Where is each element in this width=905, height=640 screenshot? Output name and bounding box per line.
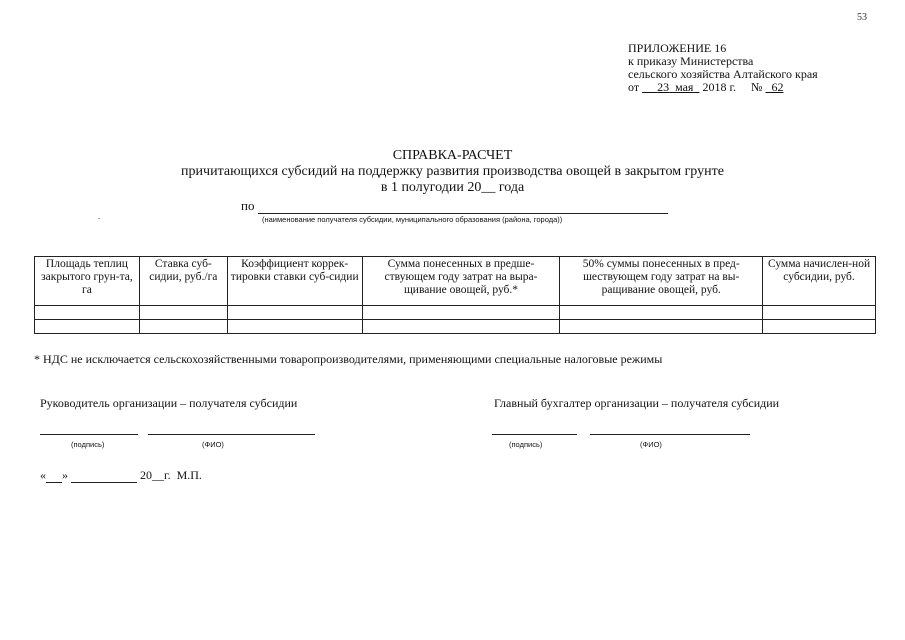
accountant-signature-title: Главный бухгалтер организации – получателя субсидии	[494, 396, 780, 410]
table-cell[interactable]	[227, 306, 362, 320]
table-cell[interactable]	[362, 306, 560, 320]
table-cell[interactable]	[35, 320, 140, 334]
header-rate-coefficient: Коэффициент коррек-тировки ставки суб-сидии	[227, 257, 362, 306]
document-title: СПРАВКА-РАСЧЕТ	[392, 148, 513, 163]
recipient-caption: (наименование получателя субсидии, муниципального образования (района, города))	[262, 215, 563, 224]
table-header-row	[35, 257, 876, 306]
po-label: по	[241, 198, 255, 213]
appendix-date-line	[628, 81, 818, 94]
accountant-fio-line[interactable]	[590, 433, 750, 435]
table-cell[interactable]	[763, 320, 876, 334]
table-cell[interactable]	[362, 320, 560, 334]
stamp-place: М.П.	[176, 468, 202, 482]
page-number: 53	[857, 12, 867, 23]
header-greenhouse-area: Площадь теплиц закрытого грун-та, га	[35, 257, 140, 306]
header-costs-sum: Сумма понесенных в предше-ствующем году затрат на выра-щивание овощей, руб.*	[362, 257, 560, 306]
table-row	[35, 306, 876, 320]
date-day: 23	[657, 80, 670, 94]
recipient-row	[241, 198, 668, 214]
date-open-quote: «	[40, 468, 46, 482]
date-prefix: от	[628, 80, 640, 94]
header-subsidy-rate: Ставка суб-сидии, руб./га	[139, 257, 227, 306]
appendix-line-2: сельского хозяйства Алтайского края	[628, 67, 818, 81]
stray-mark: .	[98, 212, 100, 221]
appendix-block	[628, 42, 818, 94]
head-fio-caption: (ФИО)	[202, 440, 224, 449]
header-subsidy-sum: Сумма начислен-ной субсидии, руб.	[763, 257, 876, 306]
accountant-signature-line[interactable]	[492, 433, 577, 435]
date-day-blank[interactable]	[46, 471, 62, 483]
date-year-text: 20__г.	[140, 468, 171, 482]
header-half-costs: 50% суммы понесенных в пред-шествующем году затрат на вы-ращивание овощей, руб.	[560, 257, 763, 306]
table-cell[interactable]	[560, 320, 763, 334]
number-prefix: №	[751, 80, 763, 94]
appendix-title: ПРИЛОЖЕНИЕ 16	[628, 41, 727, 55]
subtitle-line-1: причитающихся субсидий на поддержку развития производства овощей в закрытом грунте	[181, 164, 724, 179]
table-cell[interactable]	[763, 306, 876, 320]
table-cell[interactable]	[139, 320, 227, 334]
head-signature-line[interactable]	[40, 433, 138, 435]
head-fio-line[interactable]	[148, 433, 315, 435]
head-sign-caption: (подпись)	[71, 440, 105, 449]
date-close-quote: »	[62, 468, 68, 482]
table-cell[interactable]	[227, 320, 362, 334]
recipient-field-line	[258, 201, 668, 214]
table-row	[35, 320, 876, 334]
date-year: 2018 г.	[702, 80, 737, 94]
date-month: мая	[675, 80, 694, 94]
table-cell[interactable]	[35, 306, 140, 320]
table-cell[interactable]	[560, 306, 763, 320]
accountant-fio-caption: (ФИО)	[640, 440, 662, 449]
calculation-table	[34, 256, 876, 334]
document-number: 62	[771, 80, 784, 94]
document-subtitle	[0, 164, 905, 196]
subtitle-line-2: в 1 полугодии 20__ года	[380, 180, 525, 195]
head-signature-title: Руководитель организации – получателя субсидии	[40, 396, 298, 410]
date-month-blank[interactable]	[71, 471, 137, 483]
accountant-sign-caption: (подпись)	[509, 440, 543, 449]
date-line	[40, 468, 202, 483]
vat-footnote: * НДС не исключается сельскохозяйственными товаропроизводителями, применяющими специальные налоговые режимы	[34, 352, 663, 366]
appendix-line-1: к приказу Министерства	[628, 54, 754, 68]
table-cell[interactable]	[139, 306, 227, 320]
